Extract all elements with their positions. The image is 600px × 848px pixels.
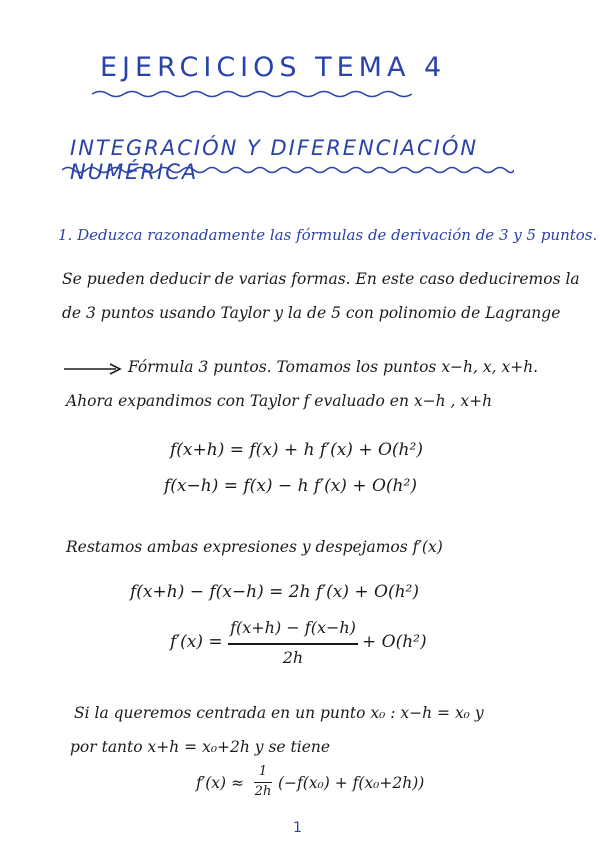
equation-taylor-plus: f(x+h) = f(x) + h f′(x) + O(h²) <box>170 440 423 460</box>
fraction-bar <box>228 643 358 645</box>
page-number: 1 <box>293 820 302 836</box>
centered-line-1: Si la queremos centrada en un punto x₀ : x−h = x₀ y <box>74 704 484 722</box>
formula-3-heading: Fórmula 3 puntos. Tomamos los puntos x−h, x, x+h. <box>128 358 539 376</box>
equation-centered-lhs: f′(x) ≈ <box>196 774 245 792</box>
equation-derivative-numerator: f(x+h) − f(x−h) <box>230 618 356 637</box>
expand-line: Ahora expandimos con Taylor f evaluado en x−h , x+h <box>66 392 493 410</box>
intro-line-2: de 3 puntos usando Taylor y la de 5 con polinomio de Lagrange <box>62 304 561 322</box>
equation-difference: f(x+h) − f(x−h) = 2h f′(x) + O(h²) <box>130 582 419 602</box>
exercise-prompt: 1. Deduzca razonadamente las fórmulas de derivación de 3 y 5 puntos. <box>58 226 598 244</box>
subtitle-underline <box>62 164 514 176</box>
arrow-icon <box>64 362 122 376</box>
subtract-line: Restamos ambas expresiones y despejamos f′(x) <box>66 538 443 556</box>
equation-centered-denominator: 2h <box>254 784 272 799</box>
equation-centered-numerator: 1 <box>258 764 268 779</box>
equation-derivative-lhs: f′(x) = <box>170 632 223 652</box>
page-title: EJERCICIOS TEMA 4 <box>100 52 447 83</box>
page-subtitle: INTEGRACIÓN Y DIFERENCIACIÓN NUMÉRICA <box>70 136 479 184</box>
equation-centered-rhs: (−f(x₀) + f(x₀+2h)) <box>278 774 425 792</box>
equation-taylor-minus: f(x−h) = f(x) − h f′(x) + O(h²) <box>164 476 417 496</box>
equation-derivative-denominator: 2h <box>282 648 304 667</box>
intro-line-1: Se pueden deducir de varias formas. En este caso deduciremos la <box>62 270 580 288</box>
fraction-bar-centered <box>254 782 272 783</box>
centered-line-2: por tanto x+h = x₀+2h y se tiene <box>70 738 331 756</box>
equation-derivative-rhs: + O(h²) <box>362 632 427 652</box>
title-underline <box>92 88 412 100</box>
